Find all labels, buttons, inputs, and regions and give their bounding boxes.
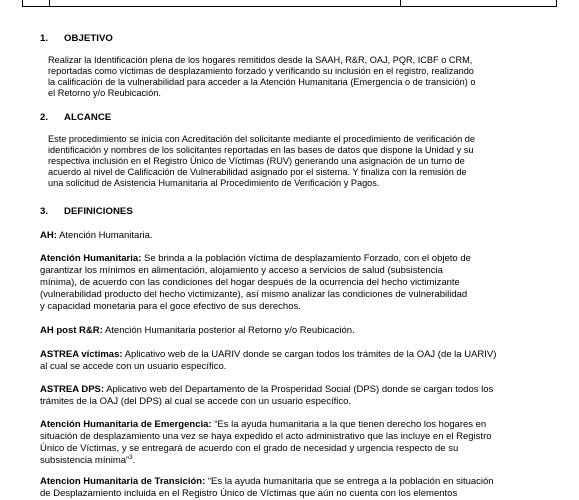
table-cell-border bbox=[49, 0, 50, 6]
alcance-paragraph bbox=[48, 134, 536, 189]
definition-term: Atención Humanitaria de Emergencia: bbox=[40, 419, 212, 430]
definition-text: “Es la ayuda humanitaria a la que tienen derecho los hogares en bbox=[214, 419, 487, 430]
section-heading-objetivo bbox=[40, 33, 113, 44]
definition-atencion-transicion bbox=[40, 476, 538, 500]
footnote-marker: 3 bbox=[129, 454, 133, 461]
text-line: situación de desplazamiento una vez se haya expedido el acto administrativo que las incluye en el Registro bbox=[40, 431, 492, 442]
definition-term: AH post R&R: bbox=[40, 325, 103, 336]
text-line: garantizar los mínimos en alimentación, alojamiento y acceso a servicios de salud (subsistencia bbox=[40, 265, 443, 276]
text-line: una solicitud de Asistencia Humanitaria al Procedimiento de Verificación y Pagos. bbox=[48, 178, 380, 188]
definition-astrea-dps bbox=[40, 384, 538, 408]
text-line: acuerdo al nivel de Calificación de Vulnerabilidad asignado por el sistema. Y finaliza con la remisión de bbox=[48, 167, 467, 177]
table-cell-border bbox=[400, 0, 401, 6]
section-number: 1. bbox=[40, 33, 49, 44]
text-line: mínima), de acuerdo con las condiciones del hogar después de la ocurrencia del hecho victimizante bbox=[40, 277, 460, 288]
text-line: reportadas como víctimas de desplazamiento forzado y verificando su inclusión en el registro, realizando bbox=[48, 66, 474, 76]
section-number: 3. bbox=[40, 206, 49, 217]
definition-term: ASTREA víctimas: bbox=[40, 349, 123, 360]
section-heading-definiciones bbox=[40, 206, 133, 217]
text-line: respectiva inclusión en el Registro Único de Víctimas (RUV) generando una asignación de un turno de bbox=[48, 156, 465, 166]
text-line: al cual se accede con un usuario específico. bbox=[40, 361, 227, 372]
objetivo-paragraph bbox=[48, 55, 533, 99]
definition-term: Atencion Humanitaria de Transición: bbox=[40, 476, 206, 487]
definition-astrea-victimas bbox=[40, 349, 538, 373]
definition-atencion-humanitaria bbox=[40, 253, 538, 313]
text-line: la calificación de la vulnerabilidad para acceder a la Atención Humanitaria (Emergencia o de transición) o bbox=[48, 77, 476, 87]
definition-text: “Es la ayuda humanitaria que se entrega a la población en situación bbox=[207, 476, 494, 487]
definition-term: ASTREA DPS: bbox=[40, 384, 105, 395]
definition-text: Atención Humanitaria. bbox=[59, 230, 153, 241]
definition-ah bbox=[40, 230, 538, 242]
definition-term: Atención Humanitaria: bbox=[40, 253, 142, 264]
header-table-edge bbox=[22, 0, 557, 7]
text-line: Realizar la Identificación plena de los hogares remitidos desde la SAAH, R&R, OAJ, PQR, ICBF o CRM, bbox=[48, 55, 473, 65]
definition-atencion-emergencia bbox=[40, 419, 538, 467]
definition-text: Se brinda a la población víctima de desplazamiento Forzado, con el objeto de bbox=[144, 253, 471, 264]
section-title: OBJETIVO bbox=[64, 33, 113, 44]
text-line: y capacidad monetaria para el goce efectivo de sus derechos. bbox=[40, 301, 301, 312]
definition-text: Atención Humanitaria posterior al Retorno y/o Reubicación. bbox=[104, 325, 355, 336]
text-line: trámites de la OAJ (del DPS) al cual se accede con un usuario específico. bbox=[40, 396, 352, 407]
definition-ah-post-rr bbox=[40, 325, 538, 337]
definition-text: Aplicativo web del Departamento de la Prosperidad Social (DPS) donde se cargan todos los bbox=[106, 384, 494, 395]
text-line: el Retorno y/o Reubicación. bbox=[48, 88, 161, 98]
text-line: de Desplazamiento incluida en el Registro Único de Víctimas que aún no cuenta con los elementos bbox=[40, 488, 458, 499]
section-heading-alcance bbox=[40, 112, 111, 123]
text-line: (vulnerabilidad producto del hecho victimizante), así mismo analizar las condiciones de vulnerabilidad bbox=[40, 289, 468, 300]
text-line: Este procedimiento se inicia con Acreditación del solicitante mediante el procedimiento de verificación de bbox=[48, 134, 475, 144]
text-line: Único de Víctimas, y se entregará de acuerdo con el grado de necesidad y urgencia respecto de su bbox=[40, 443, 459, 454]
text-line: subsistencia mínima”$^3$. bbox=[40, 454, 136, 466]
section-title: ALCANCE bbox=[64, 112, 112, 123]
text-line: identificación y nombres de los solicitantes reportadas en las bases de datos que dispone la Unidad y su bbox=[48, 145, 474, 155]
section-title: DEFINICIONES bbox=[64, 206, 133, 217]
definition-term: AH: bbox=[40, 230, 57, 241]
definition-text: Aplicativo web de la UARIV donde se cargan todos los trámites de la OAJ (de la UARIV) bbox=[124, 349, 497, 360]
section-number: 2. bbox=[40, 112, 49, 123]
